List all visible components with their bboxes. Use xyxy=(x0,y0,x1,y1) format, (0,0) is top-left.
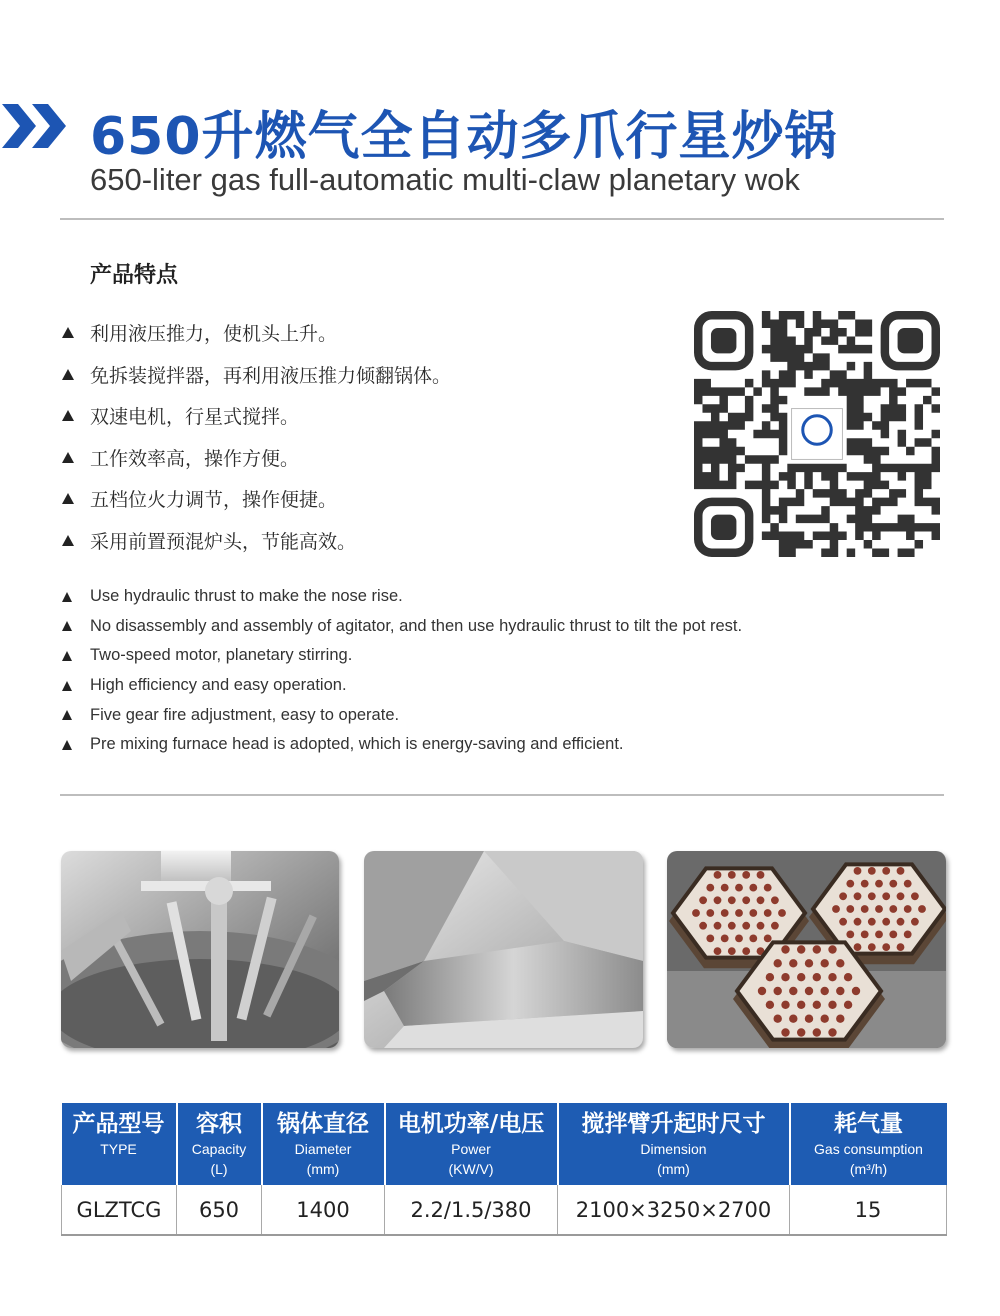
header-unit: (mm) xyxy=(657,1161,690,1177)
header-en: Capacity xyxy=(191,1141,247,1157)
feature-text-en: Pre mixing furnace head is adopted, which is energy-saving and efficient. xyxy=(90,735,624,754)
list-item xyxy=(62,437,451,479)
feature-text-en: Five gear fire adjustment, easy to operate. xyxy=(90,705,400,724)
divider-top xyxy=(60,218,944,220)
header-en: Gas consumption xyxy=(814,1141,923,1157)
list-item xyxy=(62,478,451,520)
header-cn: 容积 xyxy=(196,1111,242,1137)
cell-gas-consumption: 15 xyxy=(790,1185,947,1235)
features-list-en xyxy=(62,582,742,760)
cell-power: 2.2/1.5/380 xyxy=(385,1185,558,1235)
page-title-cn: 650升燃气全自动多爪行星炒锅 xyxy=(90,107,838,167)
table-row xyxy=(62,1185,947,1235)
feature-text-en: No disassembly and assembly of agitator, and then use hydraulic thrust to tilt the pot rest. xyxy=(90,616,743,635)
column-header-gas-consumption xyxy=(790,1103,947,1185)
header-en: Power xyxy=(451,1141,491,1157)
feature-text-en: High efficiency and easy operation. xyxy=(90,676,347,695)
double-chevron-right-icon xyxy=(2,104,72,148)
feature-text-cn: 采用前置预混炉头，节能高效。 xyxy=(90,530,357,553)
divider-bottom xyxy=(60,794,944,796)
feature-text-cn: 双速电机，行星式搅拌。 xyxy=(90,406,300,429)
column-header-diameter xyxy=(262,1103,385,1185)
planetary-agitator-photo xyxy=(61,851,339,1048)
title-row xyxy=(0,92,1000,167)
bullet-triangle-icon xyxy=(62,369,74,380)
cell-capacity: 650 xyxy=(177,1185,262,1235)
list-item xyxy=(62,612,742,642)
feature-text-cn: 利用液压推力，使机头上升。 xyxy=(90,323,338,346)
list-item xyxy=(62,582,742,612)
header-unit: (KW/V) xyxy=(448,1161,494,1177)
column-header-power xyxy=(385,1103,558,1185)
header-unit: (mm) xyxy=(306,1161,340,1177)
header-en: Diameter xyxy=(294,1141,352,1157)
header-cn: 锅体直径 xyxy=(277,1111,369,1137)
column-header-type xyxy=(62,1103,177,1185)
features-list-cn xyxy=(62,312,451,561)
bullet-triangle-icon xyxy=(62,493,74,504)
header-en: Dimension xyxy=(640,1141,707,1157)
header-cn: 耗气量 xyxy=(834,1111,903,1137)
list-item xyxy=(62,671,742,701)
cell-dimension: 2100×3250×2700 xyxy=(558,1185,790,1235)
wok-bowl-photo xyxy=(364,851,643,1048)
spec-header-row xyxy=(62,1103,947,1185)
bullet-triangle-icon xyxy=(62,681,72,691)
column-header-dimension xyxy=(558,1103,790,1185)
list-item xyxy=(62,354,451,396)
list-item xyxy=(62,312,451,354)
header-cn: 产品型号 xyxy=(72,1111,165,1137)
bullet-triangle-icon xyxy=(62,740,72,750)
list-item xyxy=(62,700,742,730)
bullet-triangle-icon xyxy=(62,592,72,602)
list-item xyxy=(62,520,451,562)
header-unit: (L) xyxy=(210,1161,228,1177)
bullet-triangle-icon xyxy=(62,621,72,631)
cell-type: GLZTCG xyxy=(62,1185,177,1235)
column-header-capacity xyxy=(177,1103,262,1185)
header-en: TYPE xyxy=(100,1141,137,1157)
bullet-triangle-icon xyxy=(62,410,74,421)
feature-text-cn: 工作效率高，操作方便。 xyxy=(90,447,300,470)
feature-text-cn: 五档位火力调节，操作便捷。 xyxy=(90,489,338,512)
qr-code-icon[interactable] xyxy=(694,311,940,557)
cell-diameter: 1400 xyxy=(262,1185,385,1235)
bullet-triangle-icon xyxy=(62,452,74,463)
hexagonal-burner-photo xyxy=(667,851,946,1048)
feature-text-cn: 免拆装搅拌器，再利用液压推力倾翻锅体。 xyxy=(90,364,452,387)
bullet-triangle-icon xyxy=(62,710,72,720)
page-title-en: 650-liter gas full-automatic multi-claw planetary wok xyxy=(90,162,800,197)
bullet-triangle-icon xyxy=(62,327,74,338)
bullet-triangle-icon xyxy=(62,651,72,661)
spec-table xyxy=(61,1103,947,1236)
header-cn: 搅拌臂升起时尺寸 xyxy=(581,1111,766,1137)
header-unit: (m³/h) xyxy=(849,1161,888,1177)
bullet-triangle-icon xyxy=(62,535,74,546)
header-cn: 电机功率/电压 xyxy=(397,1111,545,1137)
list-item xyxy=(62,730,742,760)
feature-text-en: Use hydraulic thrust to make the nose rise. xyxy=(90,587,403,606)
features-heading: 产品特点 xyxy=(90,263,179,288)
feature-text-en: Two-speed motor, planetary stirring. xyxy=(90,646,353,665)
list-item xyxy=(62,395,451,437)
list-item xyxy=(62,641,742,671)
